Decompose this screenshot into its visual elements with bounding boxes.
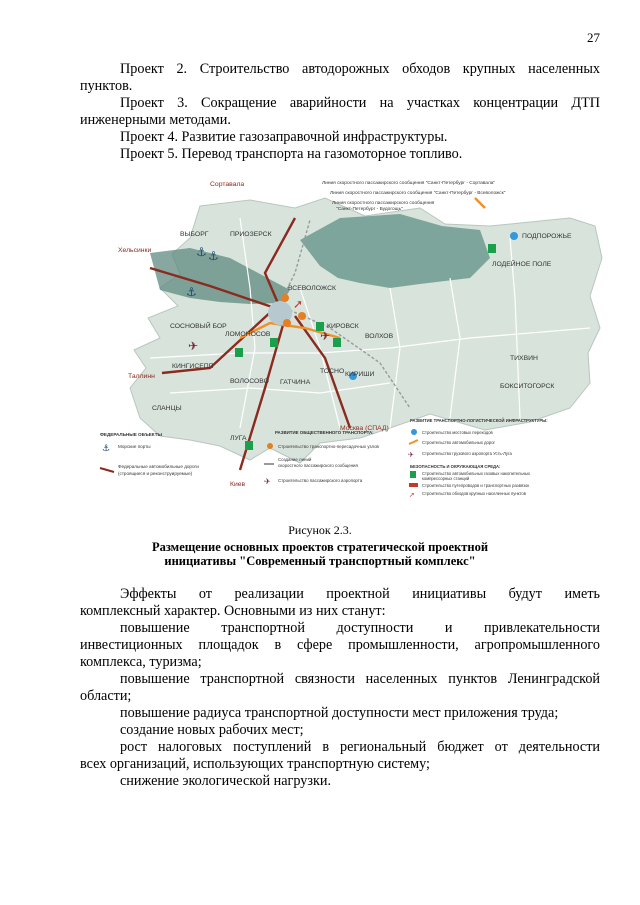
legend-public-title: РАЗВИТИЕ ОБЩЕСТВЕННОГО ТРАНСПОРТА: xyxy=(275,430,374,435)
effect-1-line1: повышение транспортной доступности и привлекательности xyxy=(120,620,600,636)
route-captions xyxy=(322,180,506,212)
town-kirovsk: КИРОВСК xyxy=(327,323,359,330)
legend-bypass-label: Строительство обходов крупных населенных пунктов xyxy=(422,491,526,496)
legend-port-icon: ⚓ xyxy=(102,443,111,453)
town-moskva: Москва (СПАД) xyxy=(340,425,389,432)
route-budogosch-l2: "Санкт-Петербург - Будогощь" xyxy=(336,207,403,212)
town-lomonosov: ЛОМОНОСОВ xyxy=(225,331,271,338)
town-vyborg: ВЫБОРГ xyxy=(180,231,209,238)
legend-hub-icon xyxy=(267,443,273,449)
airport-plane-icon: ✈ xyxy=(188,339,199,353)
route-sortavala: Линия скоростного пассажирского сообщения "Санкт-Петербург - Сортавала" xyxy=(322,181,496,186)
port-anchor-icon: ⚓ xyxy=(208,249,219,263)
town-volosovo: ВОЛОСОВО xyxy=(230,378,269,385)
town-sosnovy-bor: СОСНОВЫЙ БОР xyxy=(170,323,227,330)
effect-5-line1: рост налоговых поступлений в региональный бюджет от деятельности xyxy=(120,739,600,755)
town-kirishi: КИРИШИ xyxy=(345,371,375,378)
town-boksitogorsk: БОКСИТОГОРСК xyxy=(500,383,555,390)
airport-plane-icon: ✈ xyxy=(320,329,331,343)
bypass-arrow-icon: ➚ xyxy=(293,297,304,311)
project-4: Проект 4. Развитие газозаправочной инфраструктуры. xyxy=(120,129,448,145)
legend-infra-title: РАЗВИТИЕ ТРАНСПОРТНО-ЛОГИСТИЧЕСКОЙ ИНФРАСТРУКТУРЫ: xyxy=(410,418,548,423)
legend-bypass-icon: ➚ xyxy=(409,492,415,498)
legend-cargo-airport-icon: ✈ xyxy=(408,452,414,459)
effect-1-line3: комплекса, туризма; xyxy=(80,654,202,670)
legend-hub-label: Строительство транспортно-пересадочных узлов xyxy=(278,444,379,449)
bridge-marker xyxy=(510,232,518,240)
legend-cargo-airport-label: Строительство грузового аэропорта Усть-Луга xyxy=(422,451,512,456)
figure-caption-line2: инициативы "Современный транспортный комплекс" xyxy=(164,554,476,568)
town-sortavala: Сортавала xyxy=(210,181,245,188)
legend-rail-label-1: Создание линий xyxy=(278,457,312,462)
legend-newroad-label: Строительство автомобильных дорог xyxy=(422,440,496,445)
legend-port-label: Морские порты xyxy=(118,444,151,449)
project-list xyxy=(80,61,600,163)
figure-number: Рисунок 2.3. xyxy=(288,523,352,537)
legend-newroad-line xyxy=(409,440,418,444)
legend-bridge-label: Строительство мостовых переходов xyxy=(422,430,493,435)
legend-overpass-icon xyxy=(409,483,418,487)
effect-4: создание новых рабочих мест; xyxy=(120,722,304,738)
effect-2-line2: области; xyxy=(80,688,132,704)
project-2-line1: Проект 2. Строительство автодорожных обходов крупных населенных xyxy=(120,61,600,77)
hub-marker xyxy=(298,312,306,320)
gas-station-marker xyxy=(270,338,278,347)
town-tallinn: Таллинн xyxy=(128,373,155,380)
legend-rail-label-2: скоростного пассажирского сообщения xyxy=(278,463,358,468)
town-tikhvin: ТИХВИН xyxy=(510,355,538,362)
effects-text xyxy=(80,586,600,790)
legend-gas-label-1: Строительство автомобильных газовых накопительных xyxy=(422,471,531,476)
legend-gas-label-2: компрессорных станций xyxy=(422,476,470,481)
legend-road-label-2: (строящиеся и реконструируемые) xyxy=(118,471,193,476)
effect-3: повышение радиуса транспортной доступности мест приложения труда; xyxy=(120,705,559,721)
town-lodeynoe-pole: ЛОДЕЙНОЕ ПОЛЕ xyxy=(492,261,552,268)
town-slantsy: СЛАНЦЫ xyxy=(152,405,182,412)
effect-2-line1: повышение транспортной связности населенных пунктов Ленинградской xyxy=(120,671,600,687)
legend-airport-label: Строительство пассажирского аэропорта xyxy=(278,478,363,483)
effects-intro-line1: Эффекты от реализации проектной инициативы будут иметь xyxy=(120,586,600,602)
gas-station-marker xyxy=(333,338,341,347)
legend-road-label-1: Федеральные автомобильные дороги xyxy=(118,464,199,469)
hub-marker xyxy=(281,294,289,302)
gas-station-marker xyxy=(245,441,253,450)
legend-overpass-label: Строительство путепроводов и транспортных развязок xyxy=(422,483,530,488)
legend-road-line xyxy=(100,468,114,472)
legend-gas-icon xyxy=(410,471,416,478)
town-gatchina: ГАТЧИНА xyxy=(280,379,311,386)
figure-caption-line1: Размещение основных проектов стратегической проектной xyxy=(151,540,489,554)
project-5: Проект 5. Перевод транспорта на газомоторное топливо. xyxy=(120,146,463,162)
page-number: 27 xyxy=(587,30,600,45)
port-anchor-icon: ⚓ xyxy=(186,285,197,299)
effect-6: снижение экологической нагрузки. xyxy=(120,773,332,789)
town-luga: ЛУГА xyxy=(230,435,247,442)
legend-safety-title: БЕЗОПАСНОСТЬ И ОКРУЖАЮЩАЯ СРЕДА: xyxy=(410,464,501,469)
legend-safety xyxy=(409,464,531,498)
port-anchor-icon: ⚓ xyxy=(196,245,207,259)
hub-marker xyxy=(283,319,291,327)
legend-airport-icon: ✈ xyxy=(264,477,271,486)
route-budogosch-l1: Линия скоростного пассажирского сообщения xyxy=(332,201,435,206)
gas-station-marker xyxy=(235,348,243,357)
project-3-line2: инженерными методами. xyxy=(80,112,231,128)
project-2-line2: пунктов. xyxy=(80,78,133,94)
town-kingisepp: КИНГИСЕПП xyxy=(172,363,214,370)
effects-intro-line2: комплексный характер. Основными из них станут: xyxy=(80,603,386,619)
town-vsevolozhsk: ВСЕВОЛОЖСК xyxy=(288,285,336,292)
town-helsinki: Хельсинки xyxy=(118,247,152,254)
region-map xyxy=(90,178,610,498)
route-vsevolozhsk: Линия скоростного пассажирского сообщения "Санкт-Петербург - Всеволожск" xyxy=(330,191,506,196)
gas-station-marker xyxy=(488,244,496,253)
town-tosno: ТОСНО xyxy=(320,368,345,375)
effect-5-line2: всех организаций, использующих транспортную систему; xyxy=(80,756,430,772)
legend-bridge-icon xyxy=(411,429,417,435)
town-volkhov: ВОЛХОВ xyxy=(365,333,394,340)
town-priozersk: ПРИОЗЕРСК xyxy=(230,231,272,238)
town-podporozhye: ПОДПОРОЖЬЕ xyxy=(522,233,572,240)
town-kiev: Киев xyxy=(230,481,246,488)
legend-federal-title: ФЕДЕРАЛЬНЫЕ ОБЪЕКТЫ xyxy=(100,432,163,437)
effect-1-line2: инвестиционных площадок в сфере промышленности, агропромышленного xyxy=(80,637,600,653)
project-3-line1: Проект 3. Сокращение аварийности на участках концентрации ДТП xyxy=(120,95,600,111)
